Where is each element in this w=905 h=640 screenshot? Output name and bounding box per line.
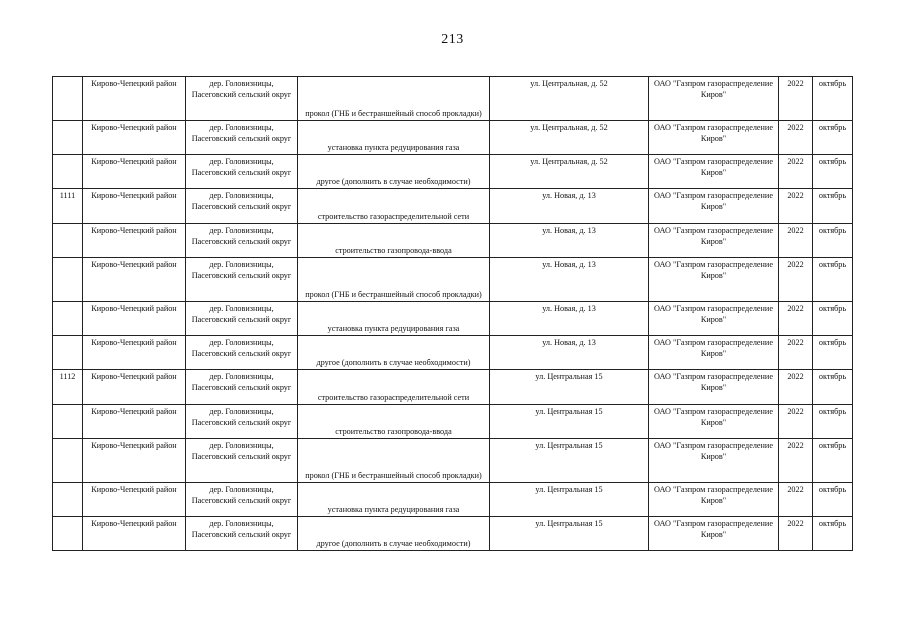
settlement-cell: дер. Головизницы, Пасеговский сельский округ (186, 405, 298, 439)
year-cell: 2022 (779, 77, 813, 121)
work-type-cell: установка пункта редуцирования газа (298, 121, 490, 155)
settlement-cell: дер. Головизницы, Пасеговский сельский округ (186, 121, 298, 155)
settlement-cell: дер. Головизницы, Пасеговский сельский округ (186, 370, 298, 405)
address-cell: ул. Новая, д. 13 (490, 189, 649, 224)
district-cell: Кирово-Чепецкий район (83, 189, 186, 224)
table-row (53, 155, 853, 189)
district-cell: Кирово-Чепецкий район (83, 224, 186, 258)
organization-cell: ОАО "Газпром газораспределение Киров" (649, 483, 779, 517)
settlement-cell: дер. Головизницы, Пасеговский сельский округ (186, 189, 298, 224)
table-row (53, 405, 853, 439)
work-type-cell: установка пункта редуцирования газа (298, 302, 490, 336)
address-cell: ул. Новая, д. 13 (490, 258, 649, 302)
table-row (53, 77, 853, 121)
month-cell: октябрь (813, 483, 853, 517)
organization-cell: ОАО "Газпром газораспределение Киров" (649, 77, 779, 121)
row-number-cell (53, 258, 83, 302)
settlement-cell: дер. Головизницы, Пасеговский сельский округ (186, 224, 298, 258)
month-cell: октябрь (813, 224, 853, 258)
table-row (53, 517, 853, 551)
table-row (53, 121, 853, 155)
work-type-cell: прокол (ГНБ и бестраншейный способ прокладки) (298, 258, 490, 302)
address-cell: ул. Центральная 15 (490, 439, 649, 483)
table-row (53, 370, 853, 405)
address-cell: ул. Новая, д. 13 (490, 336, 649, 370)
district-cell: Кирово-Чепецкий район (83, 155, 186, 189)
settlement-cell: дер. Головизницы, Пасеговский сельский округ (186, 483, 298, 517)
work-type-cell: прокол (ГНБ и бестраншейный способ прокладки) (298, 439, 490, 483)
month-cell: октябрь (813, 370, 853, 405)
year-cell: 2022 (779, 258, 813, 302)
work-type-cell: прокол (ГНБ и бестраншейный способ прокладки) (298, 77, 490, 121)
address-cell: ул. Новая, д. 13 (490, 224, 649, 258)
work-type-cell: установка пункта редуцирования газа (298, 483, 490, 517)
address-cell: ул. Центральная 15 (490, 483, 649, 517)
organization-cell: ОАО "Газпром газораспределение Киров" (649, 439, 779, 483)
district-cell: Кирово-Чепецкий район (83, 405, 186, 439)
organization-cell: ОАО "Газпром газораспределение Киров" (649, 224, 779, 258)
organization-cell: ОАО "Газпром газораспределение Киров" (649, 121, 779, 155)
address-cell: ул. Центральная, д. 52 (490, 155, 649, 189)
row-number-cell (53, 483, 83, 517)
address-cell: ул. Центральная 15 (490, 405, 649, 439)
month-cell: октябрь (813, 439, 853, 483)
district-cell: Кирово-Чепецкий район (83, 121, 186, 155)
month-cell: октябрь (813, 405, 853, 439)
settlement-cell: дер. Головизницы, Пасеговский сельский округ (186, 517, 298, 551)
settlement-cell: дер. Головизницы, Пасеговский сельский округ (186, 439, 298, 483)
district-cell: Кирово-Чепецкий район (83, 439, 186, 483)
table-row (53, 336, 853, 370)
organization-cell: ОАО "Газпром газораспределение Киров" (649, 370, 779, 405)
year-cell: 2022 (779, 121, 813, 155)
month-cell: октябрь (813, 258, 853, 302)
month-cell: октябрь (813, 121, 853, 155)
row-number-cell (53, 155, 83, 189)
district-cell: Кирово-Чепецкий район (83, 517, 186, 551)
settlement-cell: дер. Головизницы, Пасеговский сельский округ (186, 77, 298, 121)
row-number-cell (53, 517, 83, 551)
district-cell: Кирово-Чепецкий район (83, 77, 186, 121)
row-number-cell: 1111 (53, 189, 83, 224)
year-cell: 2022 (779, 189, 813, 224)
settlement-cell: дер. Головизницы, Пасеговский сельский округ (186, 302, 298, 336)
year-cell: 2022 (779, 517, 813, 551)
organization-cell: ОАО "Газпром газораспределение Киров" (649, 302, 779, 336)
district-cell: Кирово-Чепецкий район (83, 302, 186, 336)
district-cell: Кирово-Чепецкий район (83, 258, 186, 302)
table-row (53, 189, 853, 224)
row-number-cell (53, 439, 83, 483)
row-number-cell (53, 121, 83, 155)
page-number: 213 (441, 32, 464, 47)
month-cell: октябрь (813, 302, 853, 336)
settlement-cell: дер. Головизницы, Пасеговский сельский округ (186, 155, 298, 189)
work-type-cell: другое (дополнить в случае необходимости) (298, 517, 490, 551)
work-type-cell: строительство газопровода-ввода (298, 224, 490, 258)
year-cell: 2022 (779, 302, 813, 336)
year-cell: 2022 (779, 439, 813, 483)
organization-cell: ОАО "Газпром газораспределение Киров" (649, 336, 779, 370)
row-number-cell (53, 302, 83, 336)
organization-cell: ОАО "Газпром газораспределение Киров" (649, 517, 779, 551)
row-number-cell (53, 405, 83, 439)
district-cell: Кирово-Чепецкий район (83, 336, 186, 370)
table-row (53, 224, 853, 258)
year-cell: 2022 (779, 336, 813, 370)
district-cell: Кирово-Чепецкий район (83, 370, 186, 405)
table-row (53, 439, 853, 483)
row-number-cell: 1112 (53, 370, 83, 405)
organization-cell: ОАО "Газпром газораспределение Киров" (649, 155, 779, 189)
year-cell: 2022 (779, 483, 813, 517)
row-number-cell (53, 77, 83, 121)
organization-cell: ОАО "Газпром газораспределение Киров" (649, 189, 779, 224)
organization-cell: ОАО "Газпром газораспределение Киров" (649, 405, 779, 439)
district-cell: Кирово-Чепецкий район (83, 483, 186, 517)
year-cell: 2022 (779, 155, 813, 189)
table-row (53, 258, 853, 302)
row-number-cell (53, 336, 83, 370)
settlement-cell: дер. Головизницы, Пасеговский сельский округ (186, 258, 298, 302)
address-cell: ул. Центральная, д. 52 (490, 77, 649, 121)
year-cell: 2022 (779, 405, 813, 439)
month-cell: октябрь (813, 336, 853, 370)
work-type-cell: строительство газопровода-ввода (298, 405, 490, 439)
settlement-cell: дер. Головизницы, Пасеговский сельский округ (186, 336, 298, 370)
year-cell: 2022 (779, 370, 813, 405)
month-cell: октябрь (813, 77, 853, 121)
address-cell: ул. Центральная, д. 52 (490, 121, 649, 155)
table-row (53, 483, 853, 517)
row-number-cell (53, 224, 83, 258)
table-body (53, 77, 853, 551)
work-type-cell: строительство газораспределительной сети (298, 370, 490, 405)
month-cell: октябрь (813, 155, 853, 189)
registry-table (52, 76, 853, 551)
address-cell: ул. Центральная 15 (490, 517, 649, 551)
work-type-cell: другое (дополнить в случае необходимости) (298, 155, 490, 189)
month-cell: октябрь (813, 517, 853, 551)
work-type-cell: строительство газораспределительной сети (298, 189, 490, 224)
address-cell: ул. Новая, д. 13 (490, 302, 649, 336)
year-cell: 2022 (779, 224, 813, 258)
month-cell: октябрь (813, 189, 853, 224)
address-cell: ул. Центральная 15 (490, 370, 649, 405)
work-type-cell: другое (дополнить в случае необходимости) (298, 336, 490, 370)
table-row (53, 302, 853, 336)
organization-cell: ОАО "Газпром газораспределение Киров" (649, 258, 779, 302)
